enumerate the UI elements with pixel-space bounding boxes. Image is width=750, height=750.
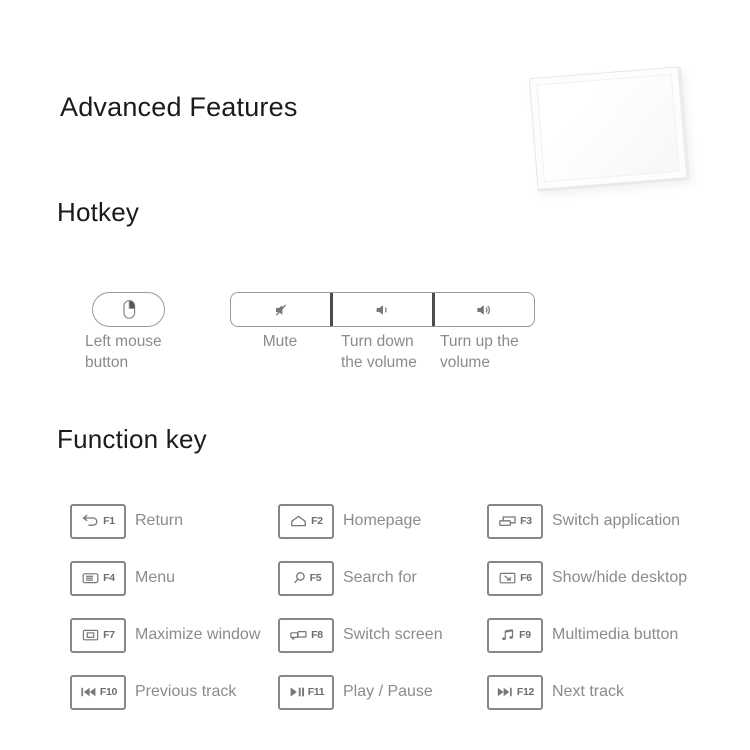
key-label: F9	[519, 629, 531, 641]
key-description: Next track	[552, 683, 625, 700]
product-screen	[536, 74, 679, 182]
key-description: Switch application	[552, 512, 681, 529]
key-label: F7	[103, 629, 115, 641]
key-label: F3	[520, 515, 532, 527]
volume-up-icon	[476, 303, 493, 317]
key-label: F4	[103, 572, 115, 584]
key-cap-f8	[278, 618, 334, 653]
key-description: Menu	[135, 569, 176, 586]
key-description: Homepage	[343, 512, 422, 529]
volume-down-key	[333, 293, 432, 326]
key-cap-f7	[70, 618, 126, 653]
key-cap-f4	[70, 561, 126, 596]
product-photo	[529, 66, 690, 192]
mute-key	[231, 293, 330, 326]
next-track-icon	[496, 685, 514, 699]
key-description: Return	[135, 512, 184, 529]
function-key-f5	[278, 559, 487, 597]
function-key-grid	[70, 502, 730, 711]
search-icon	[291, 571, 307, 585]
mute-label: Mute	[262, 333, 298, 350]
multimedia-icon	[499, 628, 516, 642]
key-cap-f3	[487, 504, 543, 539]
volume-down-icon	[375, 303, 390, 317]
function-key-heading: Function key	[57, 424, 207, 454]
key-label: F2	[311, 515, 323, 527]
function-key-f3	[487, 502, 730, 540]
function-key-f10	[70, 673, 278, 711]
function-key-f12	[487, 673, 730, 711]
function-key-f8	[278, 616, 487, 654]
key-label: F8	[311, 629, 323, 641]
key-cap-f1	[70, 504, 126, 539]
key-description: Show/hide desktop	[552, 569, 688, 586]
function-key-f1	[70, 502, 278, 540]
key-description: Previous track	[135, 683, 237, 700]
menu-icon	[81, 571, 100, 585]
hotkey-heading: Hotkey	[57, 197, 140, 227]
function-key-f6	[487, 559, 730, 597]
maximize-window-icon	[81, 628, 100, 642]
key-cap-f2	[278, 504, 334, 539]
function-key-f9	[487, 616, 730, 654]
function-key-f11	[278, 673, 487, 711]
key-description: Play / Pause	[343, 683, 433, 700]
key-description: Multimedia button	[552, 626, 679, 643]
show-hide-desktop-icon	[498, 571, 517, 585]
key-cap-f9	[487, 618, 543, 653]
return-icon	[81, 514, 100, 528]
key-label: F12	[516, 686, 535, 698]
left-mouse-button-label: Left mouse button	[85, 333, 162, 371]
key-cap-f5	[278, 561, 334, 596]
volume-up-key	[435, 293, 534, 326]
play-pause-icon	[288, 685, 305, 699]
mouse-left-button-icon	[119, 299, 139, 320]
switch-application-icon	[498, 514, 517, 528]
key-label: F11	[307, 686, 325, 698]
hotbar-labels	[230, 331, 540, 373]
function-key-f7	[70, 616, 278, 654]
switch-screen-icon	[289, 628, 308, 642]
key-cap-f11	[278, 675, 334, 710]
key-label: F1	[103, 515, 115, 527]
function-key-f2	[278, 502, 487, 540]
page-title: Advanced Features	[60, 92, 298, 122]
key-description: Search for	[343, 569, 417, 586]
homepage-icon	[289, 514, 308, 528]
key-label: F5	[309, 572, 322, 584]
function-key-f4	[70, 559, 278, 597]
mute-icon	[274, 303, 288, 317]
key-cap-f6	[487, 561, 543, 596]
previous-track-icon	[79, 685, 97, 699]
key-cap-f10	[70, 675, 126, 710]
volume-hotkey-bar	[230, 292, 535, 327]
left-mouse-button-key	[92, 292, 165, 327]
key-description: Switch screen	[343, 626, 443, 643]
key-cap-f12	[487, 675, 543, 710]
key-description: Maximize window	[135, 626, 261, 643]
key-label: F10	[99, 686, 118, 698]
key-label: F6	[520, 572, 532, 584]
volume-up-label: Turn up the volume	[440, 333, 519, 371]
volume-down-label: Turn down the volume	[341, 333, 417, 371]
